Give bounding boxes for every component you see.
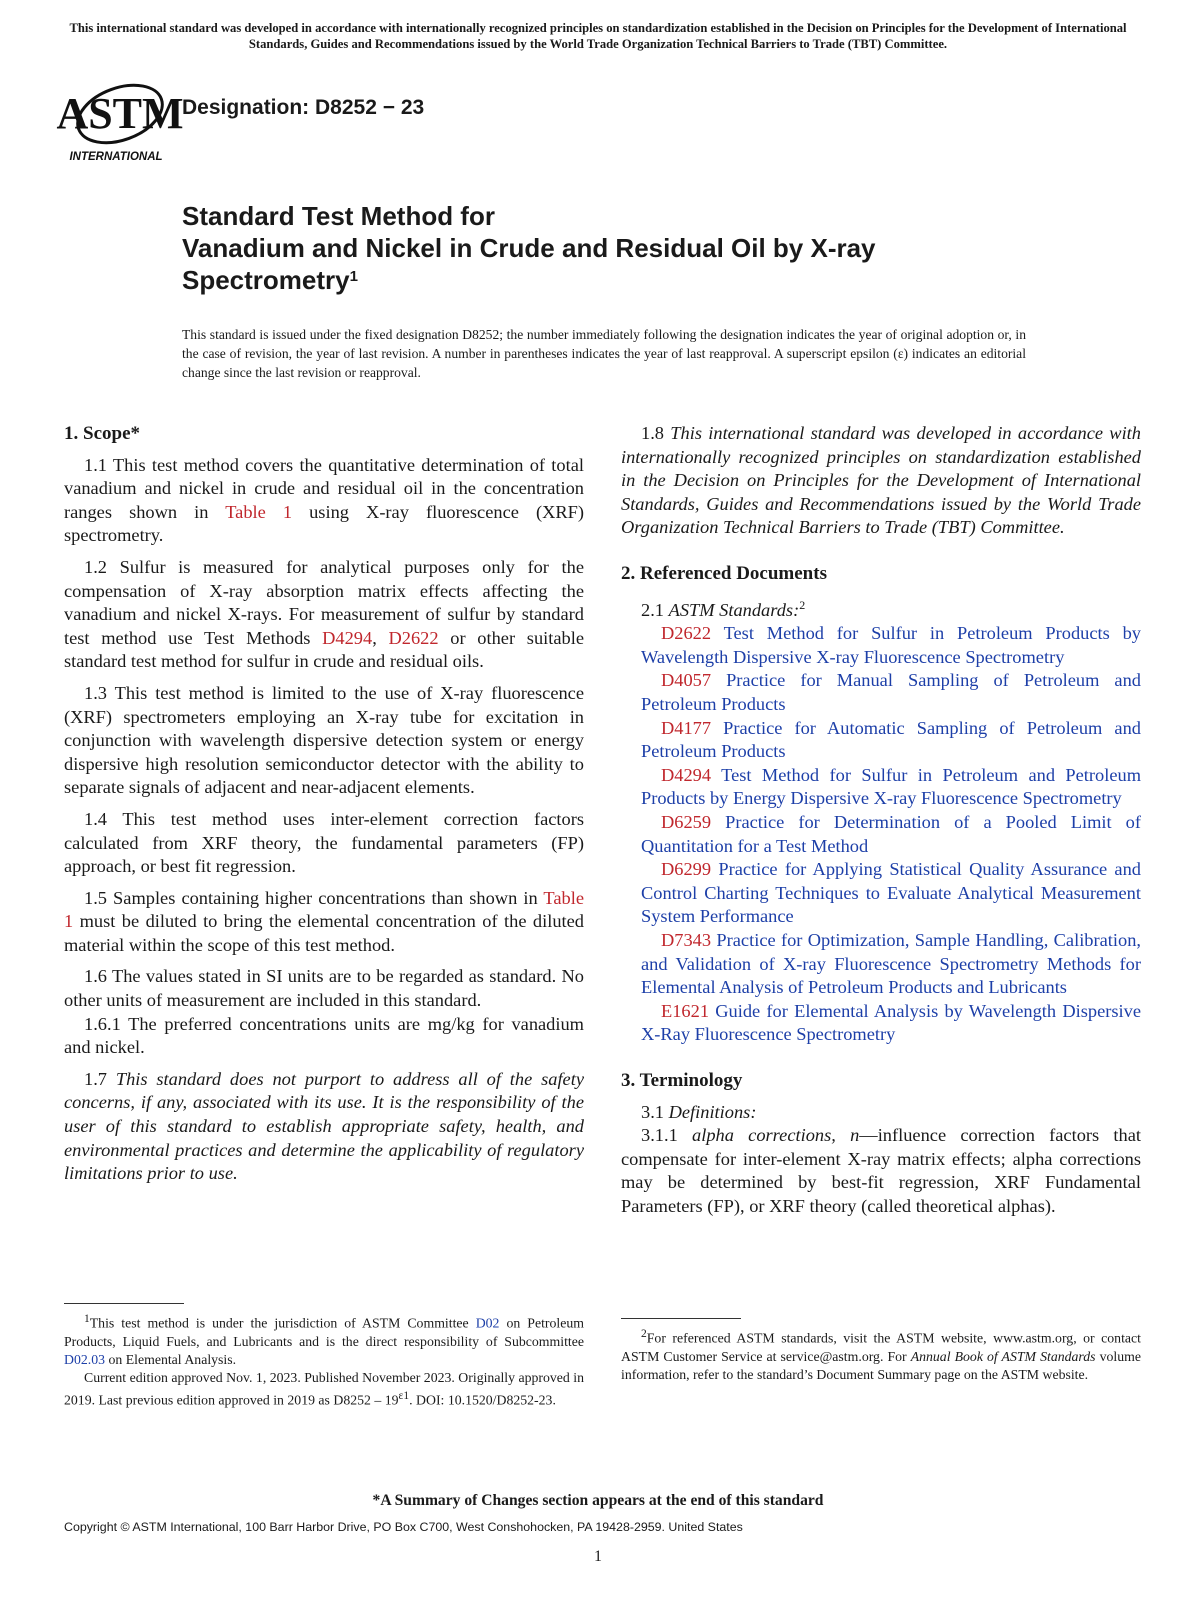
d02-link[interactable]: D02 xyxy=(475,1315,500,1331)
footnote-2: $^2$For referenced ASTM standards, visit the ASTM website, www.astm.org, or contact ASTM Customer Service at service@astm.org. For Annual Book of ASTM Standards volume information, refer to the standard’s Document Summary page on the ASTM website. xyxy=(621,1328,1141,1382)
footnote-1-edition: Current edition approved Nov. 1, 2023. Published November 2023. Originally approved in 2019. Last previous edition approved in 2019 as $D8252 - 19^{\varepsilon 1}$. DOI: 10.1520/D8252-23. xyxy=(64,1369,584,1408)
copyright: Copyright © ASTM International, 100 Barr Harbor Drive, PO Box C700, West Conshohocken, PA 19428-2959. United States xyxy=(64,1520,743,1534)
logo-letters: ASTM xyxy=(56,89,184,138)
footnote-rule xyxy=(64,1303,184,1304)
designation: Designation: D8252 − 23 xyxy=(182,96,425,119)
reference-item xyxy=(621,669,1141,716)
right-footnotes xyxy=(621,1318,1141,1384)
right-column xyxy=(621,422,1141,1219)
table1-link[interactable]: Table 1 xyxy=(64,887,584,932)
d2622-link[interactable]: D2622 xyxy=(388,627,439,648)
reference-item xyxy=(621,811,1141,858)
reference-code-link[interactable]: D4177 xyxy=(661,717,712,738)
reference-code-link[interactable]: D4057 xyxy=(661,670,712,691)
summary-of-changes-note: *A Summary of Changes section appears at the end of this standard xyxy=(372,1492,824,1509)
reference-item xyxy=(621,717,1141,764)
left-footnotes xyxy=(64,1303,584,1409)
astm-standards-label: 2.1 ASTM Standards:$^2$ xyxy=(641,597,806,620)
footnote-rule xyxy=(621,1318,741,1319)
reference-item xyxy=(621,858,1141,929)
table1-link[interactable]: Table 1 xyxy=(225,501,293,522)
para-1-5: 1.5 Samples containing higher concentrations than shown in Table 1 must be diluted to bring the elemental concentration of the diluted material within the scope of this test method. xyxy=(64,887,584,955)
reference-code-link[interactable]: D4294 xyxy=(661,764,712,785)
page-number: 1 xyxy=(594,1548,602,1565)
reference-code-link[interactable]: D7343 xyxy=(661,930,712,950)
reference-title-link[interactable]: Test Method for Sulfur in Petroleum Products by Wavelength Dispersive X-ray Fluorescence Spectrometry xyxy=(641,623,1141,667)
title-line-2: Vanadium and Nickel in Crude and Residual Oil by X-ray xyxy=(182,233,876,263)
d02-03-link[interactable]: D02.03 xyxy=(64,1351,106,1367)
wto-notice: This international standard was developed in accordance with internationally recognized principles on standardization established in the Decision on Principles for the Development of International Standards, Guides and Recommendations issued by the World Trade Organization Technical Barriers to Trade (TBT) Committee. xyxy=(69,21,1127,51)
document-title xyxy=(182,200,1082,296)
title-line-3: Spectrometry xyxy=(182,265,350,295)
definition-alpha-corrections: 3.1.1 alpha corrections, n—influence correction factors that compensate for inter-element X-ray matrix effects; alpha corrections may be determined by best-fit regression, XRF Fundamental Parameters (FP), or XRF theory (called theoretical alphas). xyxy=(621,1125,1141,1216)
para-1-8: 1.8 This international standard was developed in accordance with internationally recognized principles on standardization established in the Decision on Principles for the Development of International Standards, Guides and Recommendations issued by the World Trade Organization Technical Barriers to Trade (TBT) Committee. xyxy=(621,423,1141,538)
reference-item xyxy=(621,1000,1141,1047)
reference-code-link[interactable]: E1621 xyxy=(661,1000,710,1021)
reference-list xyxy=(621,622,1141,1047)
issued-note: This standard is issued under the fixed designation D8252; the number immediately following the designation indicates the year of original adoption or, in the case of revision, the year of last revision. A number in parentheses indicates the year of last reapproval. A superscript epsilon (ε) indicates an editorial change since the last revision or reapproval. xyxy=(182,327,1026,380)
astm-logo-icon xyxy=(56,72,184,164)
reference-title-link[interactable]: Practice for Optimization, Sample Handling, Calibration, and Validation of X-ray Fluorescence Spectrometry Methods for Elemental Analysis of Petroleum Products and Lubricants xyxy=(641,930,1141,998)
left-column xyxy=(64,422,584,1186)
para-1-4: 1.4 This test method uses inter-element correction factors calculated from XRF theory, the fundamental parameters (FP) approach, or best fit regression. xyxy=(64,808,584,877)
reference-item xyxy=(621,622,1141,669)
terminology-heading: 3. Terminology xyxy=(621,1069,743,1091)
astm-logo xyxy=(56,72,184,164)
reference-title-link[interactable]: Practice for Manual Sampling of Petroleum and Petroleum Products xyxy=(641,670,1141,715)
para-1-7: 1.7 This standard does not purport to address all of the safety concerns, if any, associated with its use. It is the responsibility of the user of this standard to establish appropriate safety, health, and environmental practices and determine the applicability of regulatory limitations prior to use. xyxy=(64,1068,584,1184)
reference-title-link[interactable]: Practice for Applying Statistical Quality Assurance and Control Charting Techniques to Evaluate Analytical Measurement System Performance xyxy=(641,859,1141,927)
reference-title-link[interactable]: Practice for Automatic Sampling of Petroleum and Petroleum Products xyxy=(641,717,1141,762)
scope-heading: 1. Scope* xyxy=(64,423,140,444)
reference-title-link[interactable]: Test Method for Sulfur in Petroleum and Petroleum Products by Energy Dispersive X-ray Fluorescence Spectrometry xyxy=(641,764,1142,809)
reference-item xyxy=(621,929,1141,1000)
definitions-label: 3.1 Definitions: xyxy=(641,1101,757,1122)
d4294-link[interactable]: D4294 xyxy=(322,627,373,648)
para-1-6: 1.6 The values stated in SI units are to be regarded as standard. No other units of measurement are included in this standard. xyxy=(64,966,584,1011)
para-1-6-1: 1.6.1 The preferred concentrations units are mg/kg for vanadium and nickel. xyxy=(64,1013,584,1058)
reference-code-link[interactable]: D6299 xyxy=(661,859,712,880)
footnote-1: $^1$This test method is under the jurisdiction of ASTM Committee D02 on Petroleum Products, Liquid Fuels, and Lubricants and is the direct responsibility of Subcommittee D02.03 on Elemental Analysis. xyxy=(64,1313,584,1367)
reference-title-link[interactable]: Guide for Elemental Analysis by Wavelength Dispersive X-Ray Fluorescence Spectrometry xyxy=(641,1000,1141,1045)
para-1-3: 1.3 This test method is limited to the use of X-ray fluorescence (XRF) spectrometers employing an X-ray tube for excitation in conjunction with wavelength dispersive detection system or energy dispersive high resolution semiconductor detector with the ability to separate signals of adjacent and near-adjacent elements. xyxy=(64,682,584,798)
para-1-1: 1.1 This test method covers the quantitative determination of total vanadium and nickel in crude and residual oil in the concentration ranges shown in Table 1 using X-ray fluorescence (XRF) spectrometry. xyxy=(64,454,584,546)
referenced-heading: 2. Referenced Documents xyxy=(621,562,827,584)
reference-code-link[interactable]: D2622 xyxy=(661,623,712,644)
para-1-2: 1.2 Sulfur is measured for analytical purposes only for the compensation of X-ray absorption matrix effects affecting the vanadium and nickel X-rays. For measurement of sulfur by standard test method use Test Methods D4294, D2622 or other suitable standard test method for sulfur in crude and residual oils. xyxy=(64,556,584,672)
reference-item xyxy=(621,764,1141,811)
reference-code-link[interactable]: D6259 xyxy=(661,812,712,833)
title-line-1: Standard Test Method for xyxy=(182,201,495,231)
reference-title-link[interactable]: Practice for Determination of a Pooled Limit of Quantitation for a Test Method xyxy=(641,812,1141,856)
title-footnote-mark: 1 xyxy=(349,268,358,285)
logo-text: INTERNATIONAL xyxy=(69,151,163,163)
